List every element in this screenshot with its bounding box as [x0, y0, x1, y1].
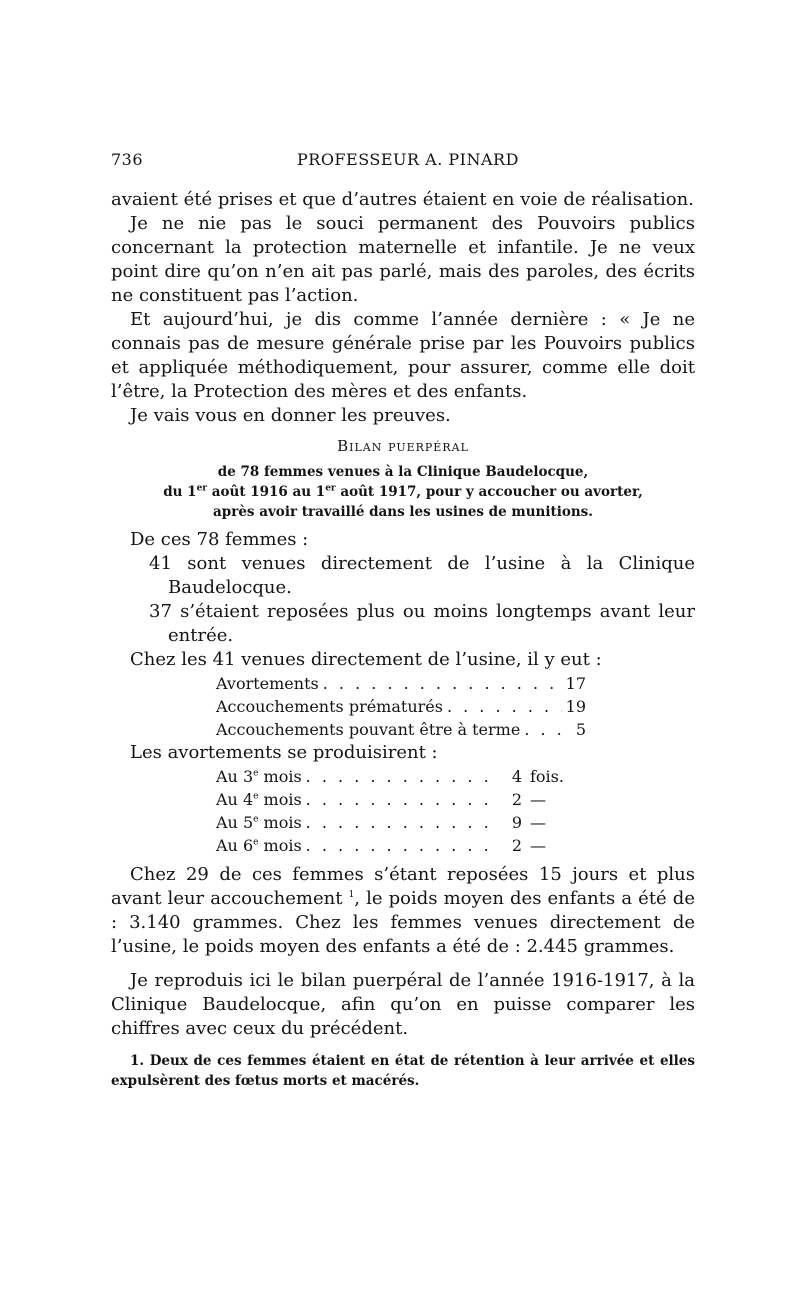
paragraph-aujourdhui: Et aujourd’hui, je dis comme l’année dernière : « Je ne connais pas de mesure générale prise par les Pouvoirs publics et appliquée méthodiquement, pour assurer, comme elle doit l’être, la Protection des mères et des enfants.	[111, 309, 695, 402]
footnote-text: Deux de ces femmes étaient en état de rétention à leur arrivée et elles expulsèrent des fœtus morts et macérés.	[111, 1053, 695, 1089]
abortion-row: Au 6e mois . . . 2 —	[216, 834, 586, 857]
abortion-row: Au 3e mois . . . 4 fois.	[216, 765, 586, 788]
abortions-table	[216, 765, 586, 857]
running-title: PROFESSEUR A. PINARD	[297, 150, 519, 169]
page-body	[111, 188, 695, 1105]
paragraph-pouvoirs-publics: Je ne nie pas le souci permanent des Pouvoirs publics concernant la protection maternelle et infantile. Je ne veux point dire qu’on n’en ait pas parlé, mais des paroles, des écrits ne constituent pas l’action.	[111, 213, 695, 306]
bilan-line-2: du 1er août 1916 au 1er août 1917, pour y accoucher ou avorter,	[163, 483, 643, 500]
outcomes-intro: Chez les 41 venues directement de l’usine, il y eut :	[130, 649, 602, 670]
outcome-row: Accouchements prématurés . . . 19	[216, 695, 586, 718]
abortion-row: Au 4e mois . . . 2 —	[216, 788, 586, 811]
women-intro: De ces 78 femmes :	[130, 529, 309, 550]
section-caption: Bilan puerpéral	[337, 437, 469, 455]
outcome-row: Avortements . . . 17	[216, 672, 586, 695]
page-number: 736	[111, 150, 144, 169]
footnote-reference: 1	[348, 890, 355, 900]
footnote	[111, 1051, 695, 1091]
footnote-marker: 1.	[130, 1053, 145, 1069]
abortion-row: Au 5e mois . . . 9 —	[216, 811, 586, 834]
bilan-line-3: après avoir travaillé dans les usines de munitions.	[213, 504, 593, 520]
page-header	[111, 150, 695, 172]
paragraph-continuation: avaient été prises et que d’autres étaient en voie de réalisation.	[111, 189, 694, 210]
paragraph-bilan-1916: Je reproduis ici le bilan puerpéral de l’année 1916-1917, à la Clinique Baudelocque, afin qu’on en puisse comparer les chiffres avec ceux du précédent.	[111, 970, 695, 1039]
outcome-row: Accouchements pouvant être à terme . . . 5	[216, 718, 586, 741]
bilan-description	[111, 462, 695, 522]
paragraph-poids-moyen: Chez 29 de ces femmes s’étant reposées 15 jours et plus avant leur accouchement $^1$, le poids moyen des enfants a été de : 3.140 grammes. Chez les femmes venues directement de l’usine, le poids moyen des enfants a été de : 2.445 grammes.	[111, 864, 695, 957]
women-item-direct: 41 sont venues directement de l’usine à la Clinique Baudelocque.	[149, 553, 695, 598]
paragraph-preuves: Je vais vous en donner les preuves.	[130, 405, 451, 426]
abortions-intro: Les avortements se produisirent :	[130, 742, 438, 763]
outcomes-table	[216, 672, 586, 741]
bilan-line-1: de 78 femmes venues à la Clinique Baudelocque,	[217, 464, 589, 480]
women-item-rested: 37 s’étaient reposées plus ou moins longtemps avant leur entrée.	[149, 601, 695, 646]
